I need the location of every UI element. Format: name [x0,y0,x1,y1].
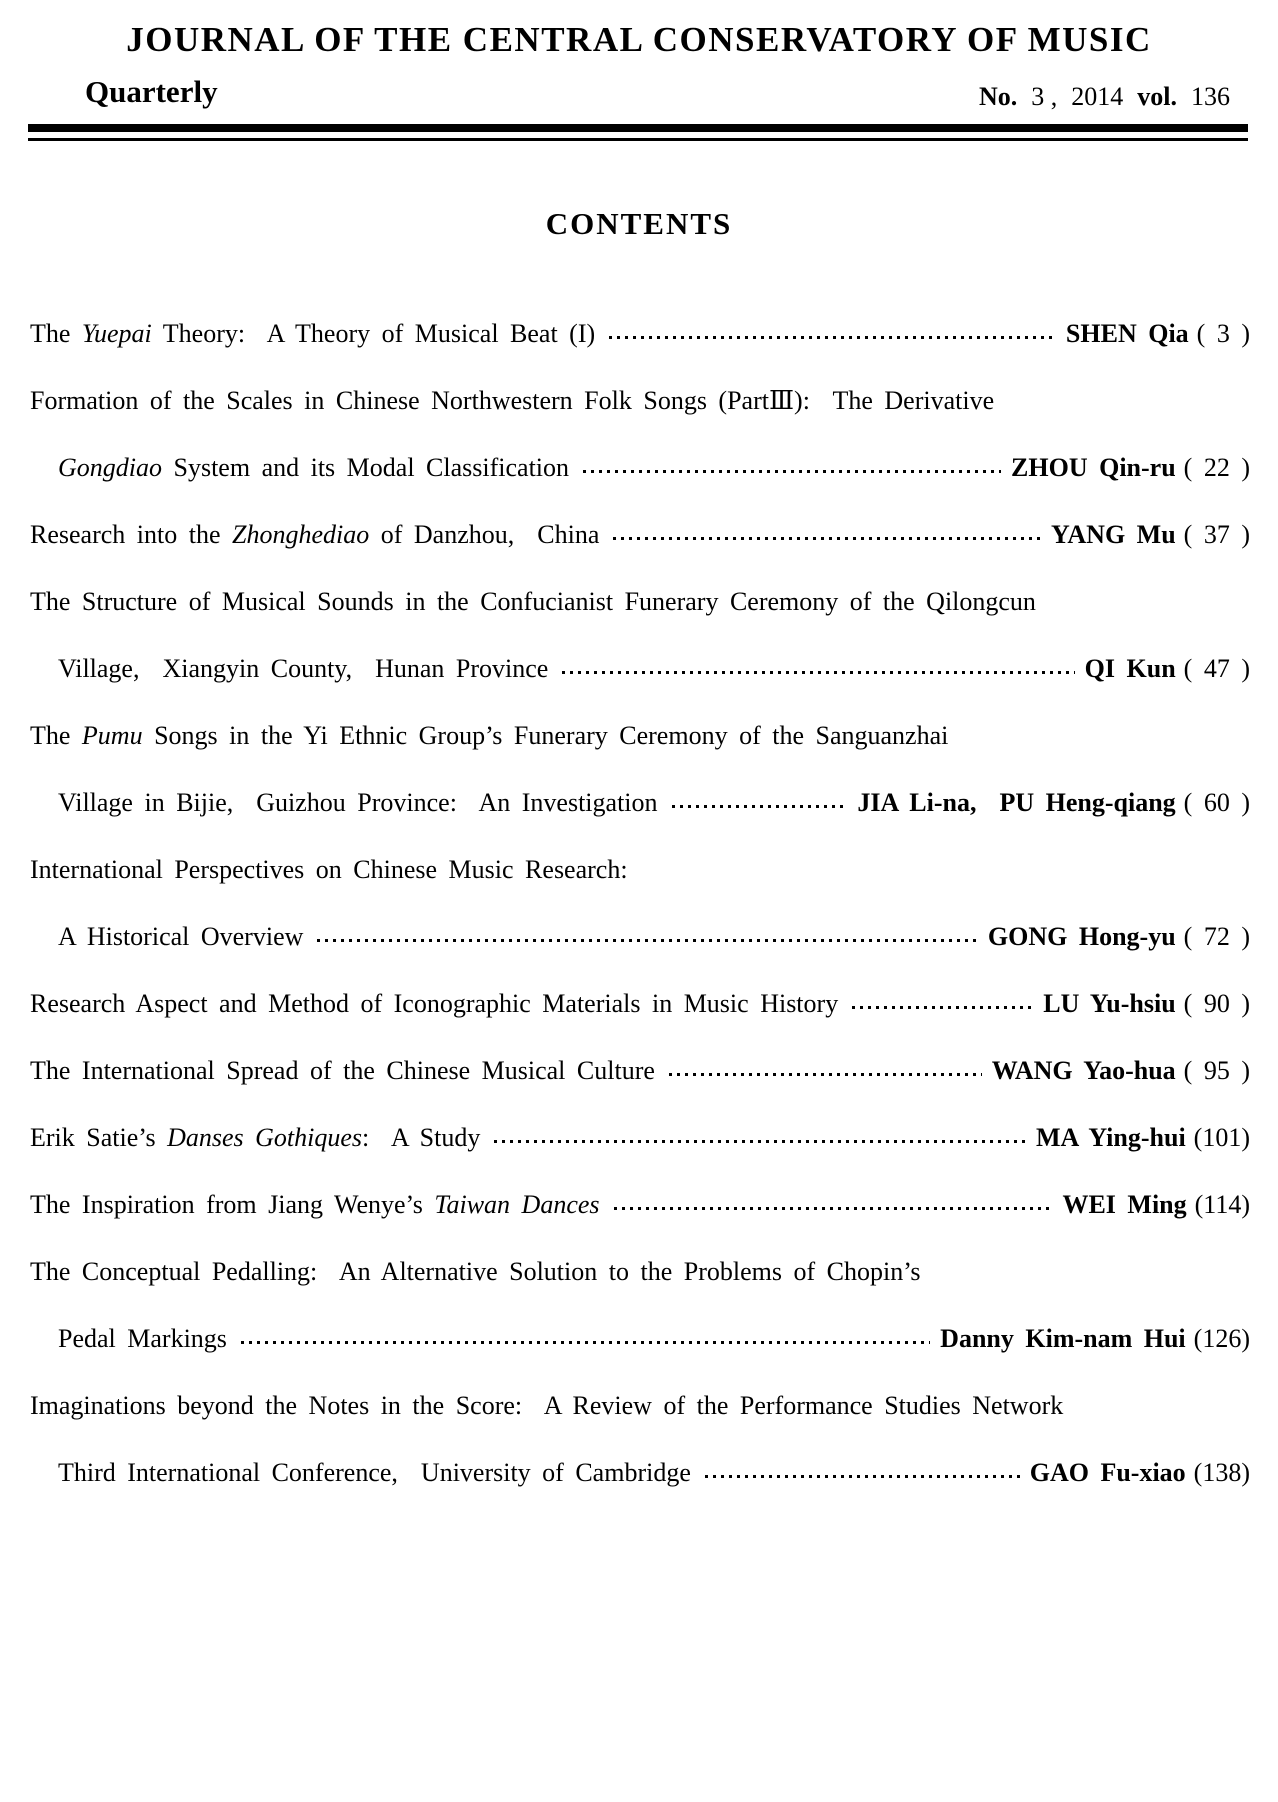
toc-line [30,702,1250,769]
issue-segment: No. [978,82,1018,111]
toc-line [30,1104,1250,1171]
toc-line [30,1305,1250,1372]
entry-title-segment: Formation of the Scales in Chinese Northwestern Folk Songs (PartⅢ): The Derivative [30,385,995,415]
entry-title-italic-segment: Gongdiao [58,452,162,482]
entry-title-segment: Village, Xiangyin County, Hunan Province [58,653,549,683]
entry-title-italic-segment: Danses Gothiques [167,1122,363,1152]
dot-leader [609,336,1056,339]
author-name: MA Ying-hui [1035,1122,1186,1152]
entry-title-segment: The International Spread of the Chinese Musical Culture [30,1055,655,1085]
entry-title-segment: Imaginations beyond the Notes in the Score: A Review of the Performance Studies Network [30,1390,1064,1420]
author-name: QI Kun [1084,653,1176,683]
toc-line [30,367,1250,434]
author-name: WANG Yao-hua [991,1055,1176,1085]
entry-title-segment: Songs in the Yi Ethnic Group’s Funerary Ceremony of the Sanguanzhai [142,720,949,750]
issue-info [979,82,1230,112]
dot-leader [669,1073,982,1076]
entry-title-italic-segment: Yuepai [81,318,152,348]
dot-leader [614,1207,1053,1210]
dot-leader [562,671,1074,674]
toc-line [30,434,1250,501]
entry-title-segment: The [30,318,82,348]
entry-title-italic-segment: Zhonghediao [232,519,370,549]
entry-title-segment: Research into the [30,519,232,549]
page-number: ( 37 ) [1183,519,1250,549]
page-number: (126) [1193,1323,1250,1353]
page-number: ( 72 ) [1183,921,1250,951]
journal-title: JOURNAL OF THE CENTRAL CONSERVATORY OF MUSIC [126,20,1152,59]
toc-line [30,836,1250,903]
page-number: ( 90 ) [1183,988,1250,1018]
edition-label: Quarterly [85,74,218,109]
page-number: ( 60 ) [1183,787,1250,817]
toc-line [30,568,1250,635]
dot-leader [672,805,848,808]
entry-title-segment: The [30,720,82,750]
author-name: JIA Li-na, PU Heng-qiang [857,787,1176,817]
double-rule-thick [28,124,1248,132]
toc-line [30,501,1250,568]
entry-title-segment: The Structure of Musical Sounds in the Confucianist Funerary Ceremony of the Qilongcun [30,586,1036,616]
dot-leader [852,1006,1033,1009]
toc-line [30,1037,1250,1104]
entry-title-segment: International Perspectives on Chinese Music Research: [30,854,628,884]
entry-title-segment: Pedal Markings [58,1323,227,1353]
page-number: ( 95 ) [1183,1055,1250,1085]
page-number: ( 47 ) [1183,653,1250,683]
author-name: WEI Ming [1062,1189,1187,1219]
dot-leader [317,939,978,942]
toc-line [30,300,1250,367]
entry-title-segment: Third International Conference, University of Cambridge [58,1457,691,1487]
double-rule-thin [28,138,1248,141]
dot-leader [241,1341,930,1344]
page-number: (138) [1193,1457,1250,1487]
entry-title-segment: Village in Bijie, Guizhou Province: An Investigation [58,787,658,817]
entry-title-segment: A Historical Overview [58,921,304,951]
page-number: ( 22 ) [1183,452,1250,482]
entry-title-segment: Research Aspect and Method of Iconographic Materials in Music History [30,988,839,1018]
entry-title-segment: : A Study [362,1122,481,1152]
dot-leader [613,537,1041,540]
page-number: ( 3 ) [1196,318,1250,348]
toc-line [30,635,1250,702]
author-name: GONG Hong-yu [987,921,1176,951]
dot-leader [583,470,1001,473]
issue-segment: 2014 [1071,82,1124,111]
issue-segment: 136 [1191,82,1230,111]
author-name: GAO Fu-xiao [1029,1457,1186,1487]
entry-title-segment: The Inspiration from Jiang Wenye’s [30,1189,435,1219]
author-name: SHEN Qia [1065,318,1189,348]
author-name: Danny Kim-nam Hui [940,1323,1186,1353]
toc-list [30,300,1250,1506]
toc-line [30,1238,1250,1305]
issue-segment: vol. [1137,82,1177,111]
page-number: (101) [1193,1122,1250,1152]
author-name: ZHOU Qin-ru [1011,452,1176,482]
entry-title-italic-segment: Pumu [81,720,143,750]
entry-title-segment: Erik Satie’s [30,1122,168,1152]
dot-leader [494,1140,1026,1143]
entry-title-segment: Theory: A Theory of Musical Beat (I) [151,318,596,348]
toc-line [30,1372,1250,1439]
entry-title-segment: of Danzhou, China [369,519,600,549]
toc-line [30,1439,1250,1506]
toc-line [30,769,1250,836]
toc-line [30,903,1250,970]
entry-title-segment: The Conceptual Pedalling: An Alternative Solution to the Problems of Chopin’s [30,1256,921,1286]
entry-title-segment: System and its Modal Classification [162,452,570,482]
contents-title: CONTENTS [545,206,733,241]
entry-title-italic-segment: Taiwan Dances [434,1189,600,1219]
author-name: LU Yu-hsiu [1043,988,1176,1018]
toc-line [30,1171,1250,1238]
page-number: (114) [1194,1189,1250,1219]
dot-leader [705,1475,1020,1478]
author-name: YANG Mu [1051,519,1176,549]
issue-segment: 3 , [1031,82,1058,111]
toc-line [30,970,1250,1037]
